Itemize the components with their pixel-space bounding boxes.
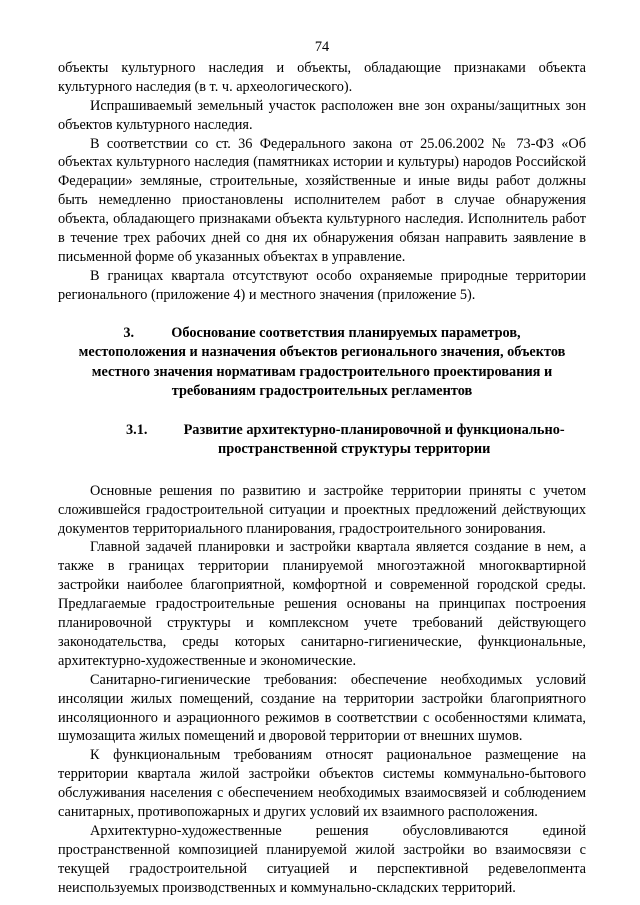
- subsection-heading: [58, 421, 586, 460]
- paragraph-functional: К функциональным требованиям относят рациональное размещение на территории квартала жилой застройки объектов системы коммунально-бытового обслуживания населения с обеспечением необходимых взаимосвязей и соблюдением санитарных, противопожарных и других условий их взаимного расположения.: [58, 747, 586, 821]
- paragraph-main-task: Главной задачей планировки и застройки квартала является создание в нем, а также в границах территории планируемой многоэтажной многоквартирной застройки наиболее благоприятной, комфортной и современной городской среды. Предлагаемые градостроительные решения основаны на принципах построения планировочной структуры и комплексном учете требований действующего законодательства, среды которых санитарно-гигиенические, функциональные, архитектурно-художественные и экономические.: [58, 539, 586, 669]
- paragraph-sanitary: Санитарно-гигиенические требования: обеспечение необходимых условий инсоляции жилых помещений, создание на территории застройки благоприятного инсоляционного и аэрационного режимов в соответствии с особенностями климата, шумозащита жилых помещений и дворовой территории от внешних шумов.: [58, 671, 586, 745]
- subsection-title-line2: пространственной структуры территории: [218, 441, 491, 458]
- subsection-title-line1: Развитие архитектурно-планировочной и функционально-: [183, 421, 565, 438]
- paragraph-continuation: объекты культурного наследия и объекты, обладающие признаками объекта культурного наследия (в т. ч. археологического).: [58, 59, 586, 95]
- subsection-number: 3.1.: [126, 421, 148, 438]
- section-heading: [58, 324, 586, 402]
- section-number: 3.: [123, 324, 135, 341]
- paragraph-federal-law: В соответствии со ст. 36 Федерального закона от 25.06.2002 № 73-ФЗ «Об объектах культурного наследия (памятниках истории и культуры) народов Российской Федерации» земляные, строительные, хозяйственные и иные виды работ должны быть немедленно приостановлены исполнителем работ в случае обнаружения объекта, обладающего признаками объекта культурного наследия. Исполнитель работ в течение трех рабочих дней со дня их обнаружения обязан направить заявление в письменной форме об указанных объектах в управление.: [58, 135, 586, 265]
- paragraph-main-decisions: Основные решения по развитию и застройке территории приняты с учетом сложившейся градостроительной ситуации и проектных предложений действующих документов территориального планирования, градостроительного зонирования.: [58, 482, 586, 537]
- paragraph-protected-areas: В границах квартала отсутствуют особо охраняемые природные территории регионального (приложение 4) и местного значения (приложение 5).: [58, 267, 586, 303]
- section-title-rest: местоположения и назначения объектов регионального значения, объектов местного значения нормативам градостроительного проектирования и требованиям градостроительных регламентов: [78, 344, 566, 400]
- paragraph-land-plot: Испрашиваемый земельный участок расположен вне зон охраны/защитных зон объектов культурного наследия.: [58, 97, 586, 133]
- section-title-line1: Обоснование соответствия планируемых параметров,: [171, 324, 521, 341]
- page-number: 74: [314, 39, 330, 55]
- document-page: [58, 38, 586, 898]
- paragraph-architectural: Архитектурно-художественные решения обусловливаются единой пространственной композицией планируемой жилой застройки во взаимосвязи с текущей градостроительной ситуацией и перспективной редевелопмента неиспользуемых производственных и коммунально-складских территорий.: [58, 823, 586, 896]
